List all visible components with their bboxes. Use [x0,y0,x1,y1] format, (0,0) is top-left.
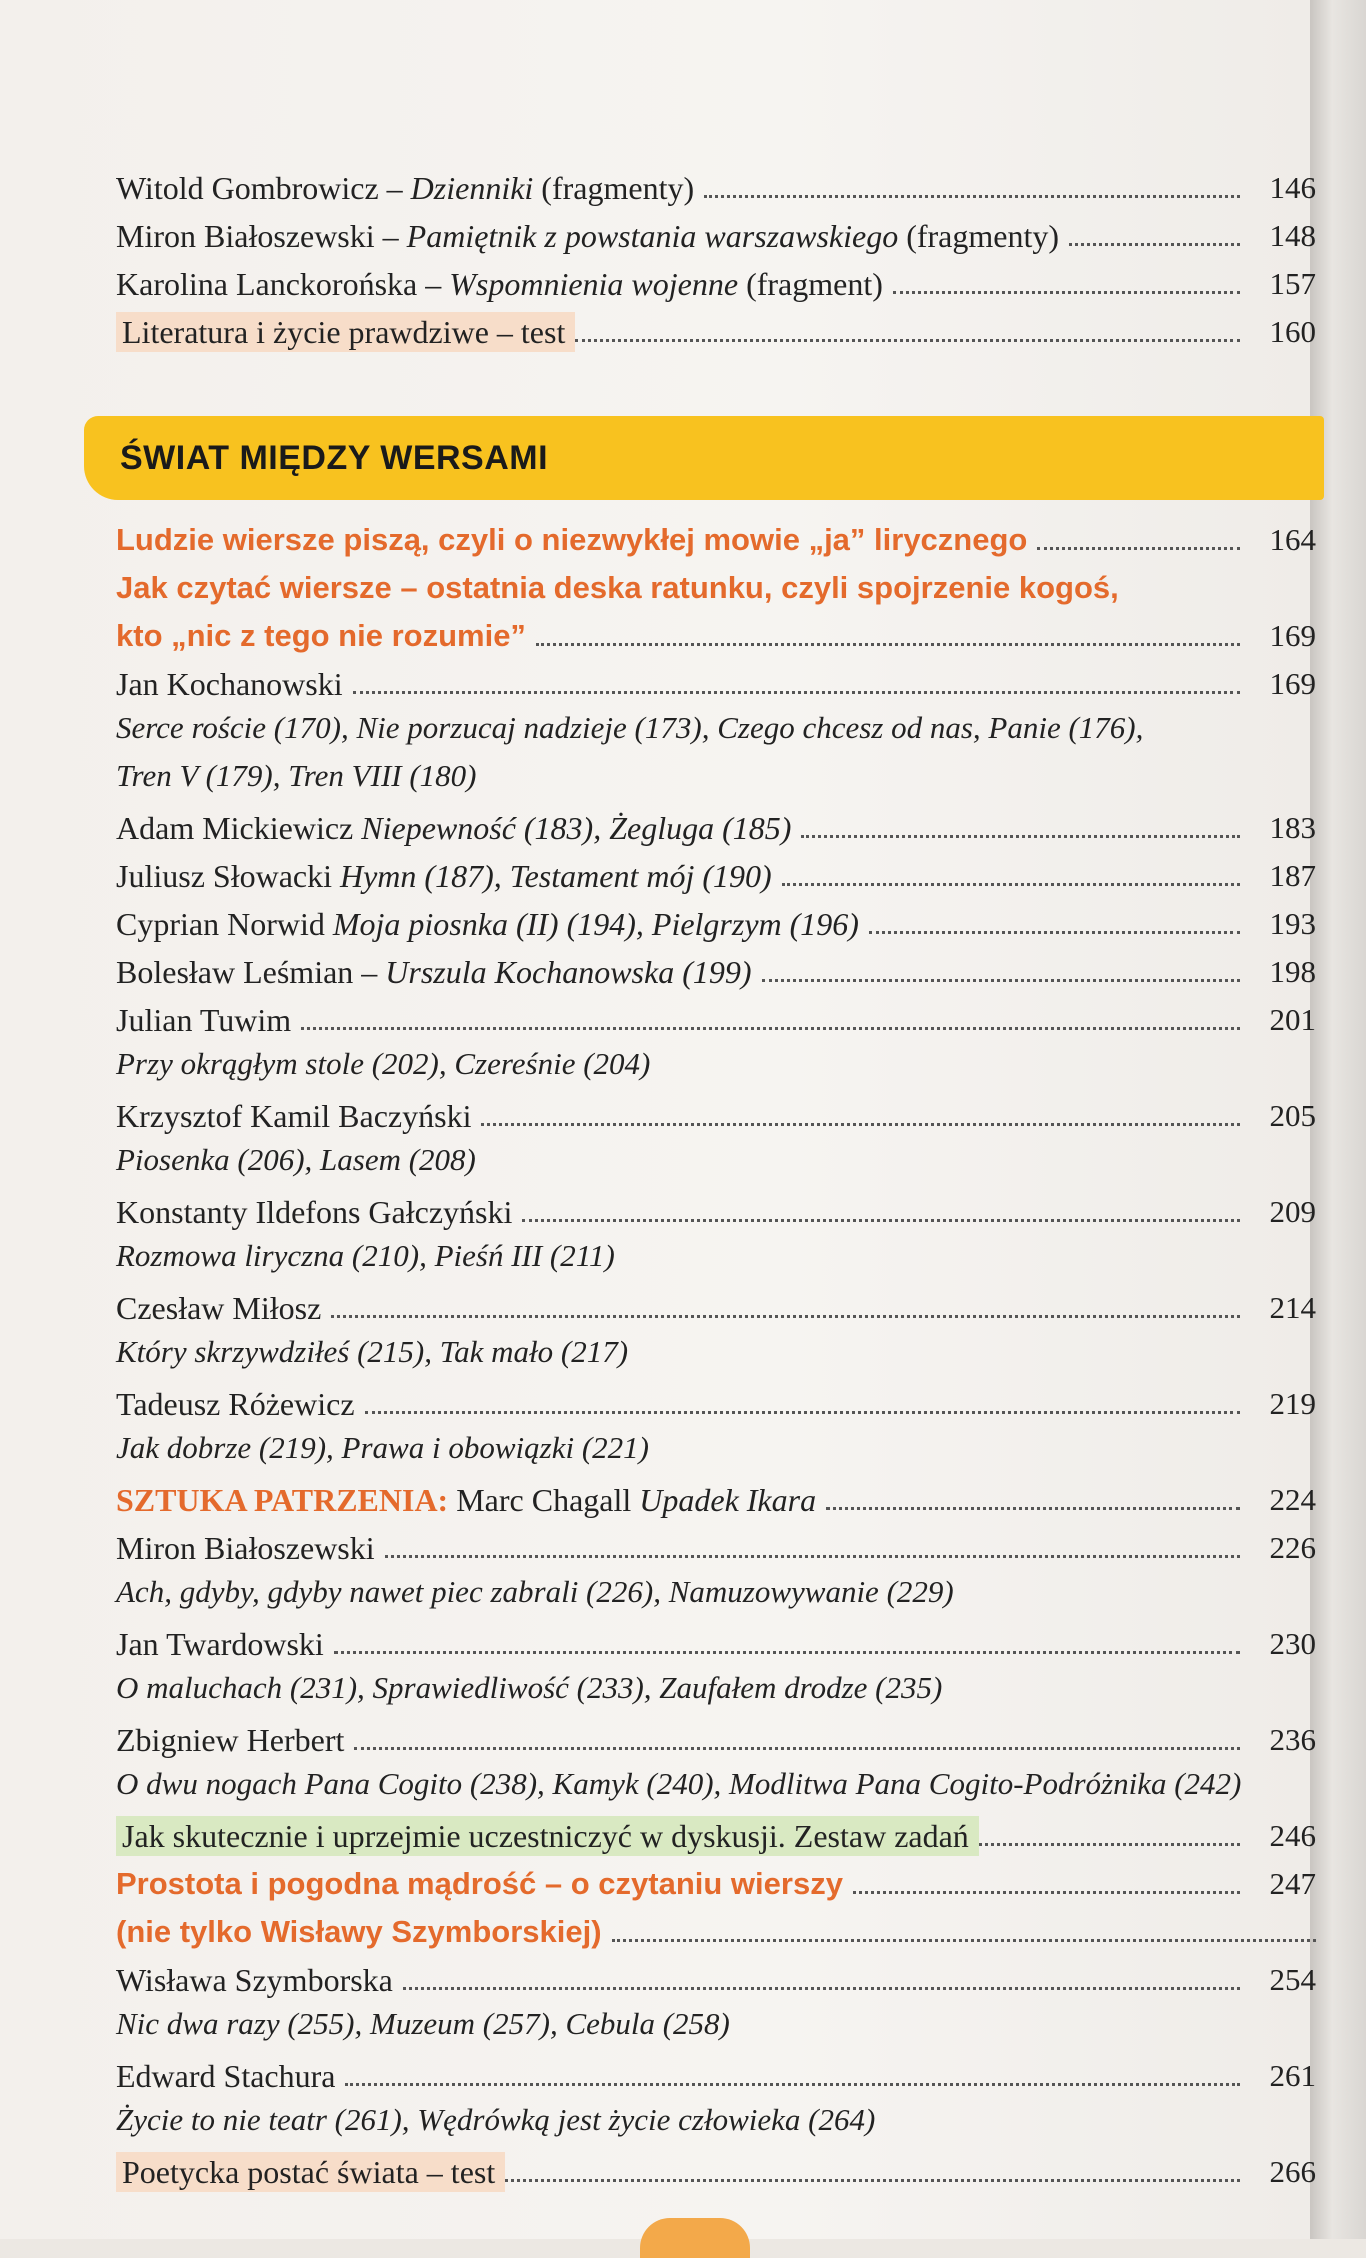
toc-entry-chapter[interactable]: Ludzie wiersze piszą, czyli o niezwykłej mowie „ja” lirycznego 164 [116,512,1316,560]
section-title: ŚWIAT MIĘDZY WERSAMI [120,438,549,477]
page-number: 266 [1269,2154,1316,2189]
toc-entry-chapter-cont[interactable]: kto „nic z tego nie rozumie” 169 [116,608,1316,656]
toc-entry[interactable]: Karolina Lanckorońska – Wspomnienia wojenne (fragment) 157 [116,266,1316,302]
author-name: Jan Twardowski [116,1626,324,1662]
author-name: Miron Białoszewski [116,1530,375,1566]
page-number: 157 [1269,266,1316,301]
page-number: 146 [1269,170,1316,205]
works-inline: Moja piosnka (II) (194), Pielgrzym (196) [324,906,859,942]
page-number: 198 [1269,954,1316,989]
toc-entry-author[interactable] [116,944,1316,992]
works-line: Jak dobrze (219), Prawa i obowiązki (221) [116,1430,649,1465]
page-number: 193 [1269,906,1316,941]
section-banner [84,416,1324,500]
works-inline: Urszula Kochanowska (199) [385,954,752,990]
author-name: Bolesław Leśmian – [116,954,386,990]
toc-entry-author[interactable] [116,896,1316,944]
page-number: 261 [1269,2058,1316,2093]
works-line: O dwu nogach Pana Cogito (238), Kamyk (240), Modlitwa Pana Cogito-Podróżnika (242) [116,1766,1242,1801]
author-name: Jan Kochanowski [116,666,343,702]
page-number: 254 [1269,1962,1316,1997]
works-line: Życie to nie teatr (261), Wędrówką jest życie człowieka (264) [116,2102,876,2137]
toc-entry-chapter[interactable]: Jak czytać wiersze – ostatnia deska ratunku, czyli spojrzenie kogoś, [116,570,1119,605]
toc-entry-chapter-cont[interactable]: (nie tylko Wisławy Szymborskiej) [116,1904,1316,1952]
toc-entry-test[interactable]: Poetycka postać świata – test 266 [116,2144,1316,2192]
page-number: 209 [1269,1194,1316,1229]
works-line: Nic dwa razy (255), Muzeum (257), Cebula (258) [116,2006,730,2041]
page-number: 247 [1269,1866,1316,1901]
toc-entry-author[interactable] [116,2048,1316,2096]
page-number: 160 [1269,314,1316,349]
author-name: Konstanty Ildefons Gałczyński [116,1194,513,1230]
page-number: 226 [1269,1530,1316,1565]
page-number: 214 [1269,1290,1316,1325]
toc-entry-author[interactable] [116,1184,1316,1232]
page-number: 183 [1269,810,1316,845]
author-name: Adam Mickiewicz [116,810,354,846]
author-name: Julian Tuwim [116,1002,292,1038]
toc-entry[interactable]: Miron Białoszewski – Pamiętnik z powstania warszawskiego (fragmenty) 148 [116,218,1316,254]
works-inline: Hymn (187), Testament mój (190) [331,858,772,894]
author-name: Edward Stachura [116,2058,336,2094]
toc-entry-author[interactable] [116,1280,1316,1328]
works-inline: Niepewność (183), Żegluga (185) [353,810,792,846]
toc-entry-author[interactable] [116,656,1316,704]
toc-entry-author[interactable] [116,848,1316,896]
works-line: Który skrzywdziłeś (215), Tak mało (217) [116,1334,629,1369]
page-number: 236 [1269,1722,1316,1757]
page-number: 224 [1269,1482,1316,1517]
works-line: Serce roście (170), Nie porzucaj nadzieje (173), Czego chcesz od nas, Panie (176), [116,710,1144,745]
page-number: 205 [1269,1098,1316,1133]
toc-entry-tasks[interactable]: Jak skutecznie i uprzejmie uczestniczyć w dyskusji. Zestaw zadań 246 [116,1808,1316,1856]
page-number: 164 [1269,522,1316,557]
author-name: Krzysztof Kamil Baczyński [116,1098,472,1134]
works-line: O maluchach (231), Sprawiedliwość (233), Zaufałem drodze (235) [116,1670,943,1705]
toc-entry-author[interactable] [116,1088,1316,1136]
page-tab [640,2218,750,2258]
works-line: Piosenka (206), Lasem (208) [116,1142,476,1177]
page-number: 169 [1269,618,1316,653]
page-number: 201 [1269,1002,1316,1037]
works-line: Przy okrągłym stole (202), Czereśnie (204) [116,1046,651,1081]
author-name: Czesław Miłosz [116,1290,322,1326]
author-name: Juliusz Słowacki [116,858,332,894]
works-line: Rozmowa liryczna (210), Pieśń III (211) [116,1238,615,1273]
toc-entry-test[interactable]: Literatura i życie prawdziwe – test 160 [116,304,1316,352]
toc-entry-author[interactable] [116,800,1316,848]
toc-entry-author[interactable] [116,1952,1316,2000]
toc-main-section [0,512,1366,2192]
author-name: Wisława Szymborska [116,1962,393,1998]
toc-entry-author[interactable] [116,1376,1316,1424]
toc-entry[interactable]: Witold Gombrowicz – Dzienniki (fragmenty) 146 [116,170,1316,206]
author-name: Tadeusz Różewicz [116,1386,355,1422]
toc-entry-chapter[interactable]: Prostota i pogodna mądrość – o czytaniu wierszy 247 [116,1856,1316,1904]
page-number: 187 [1269,858,1316,893]
page-number: 219 [1269,1386,1316,1421]
page-number: 230 [1269,1626,1316,1661]
toc-entry-author[interactable] [116,1616,1316,1664]
toc-entry-author[interactable] [116,992,1316,1040]
page-number: 148 [1269,218,1316,253]
author-name: Cyprian Norwid [116,906,325,942]
page-number: 246 [1269,1818,1316,1853]
page-number: 169 [1269,666,1316,701]
author-name: Zbigniew Herbert [116,1722,345,1758]
toc-top-section [0,160,1366,352]
toc-entry-author[interactable] [116,1520,1316,1568]
toc-entry-author[interactable] [116,1712,1316,1760]
works-line: Tren V (179), Tren VIII (180) [116,758,477,793]
works-line: Ach, gdyby, gdyby nawet piec zabrali (226), Namuzowywanie (229) [116,1574,954,1609]
toc-entry-art[interactable]: SZTUKA PATRZENIA: Marc Chagall Upadek Ikara 224 [116,1482,1316,1518]
